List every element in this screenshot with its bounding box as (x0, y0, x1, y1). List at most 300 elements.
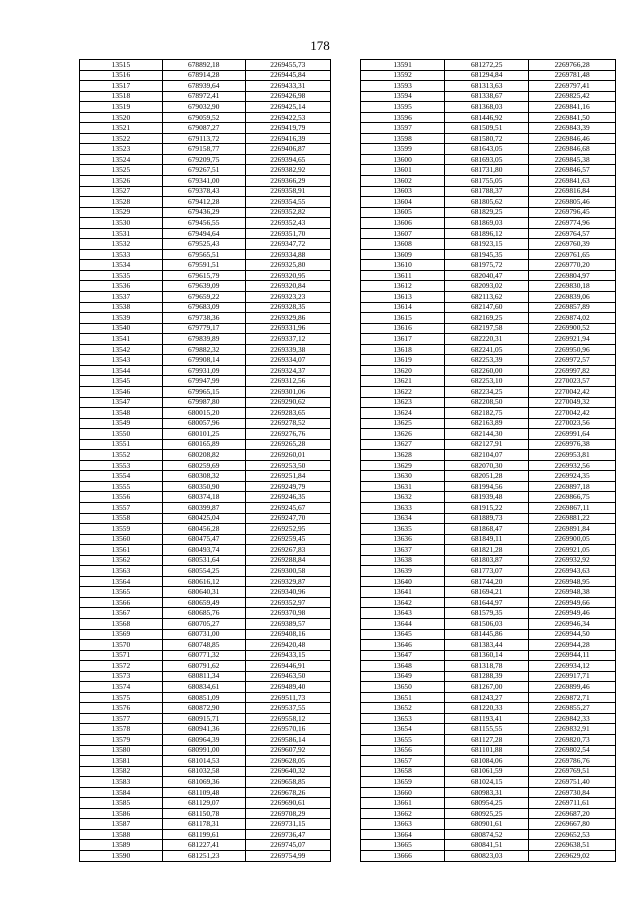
point-number-cell: 13546 (80, 386, 163, 397)
y-coordinate-cell: 2269389,57 (245, 618, 330, 629)
y-coordinate-cell: 2269422,53 (245, 112, 330, 123)
table-row (80, 851, 331, 862)
point-number-cell: 13617 (361, 334, 445, 345)
point-number-cell: 13585 (80, 798, 163, 809)
y-coordinate-cell: 2269786,76 (529, 756, 616, 767)
table-row (361, 186, 616, 197)
point-number-cell: 13570 (80, 640, 163, 651)
point-number-cell: 13639 (361, 566, 445, 577)
y-coordinate-cell: 2269329,87 (245, 576, 330, 587)
y-coordinate-cell: 2269797,41 (529, 81, 616, 92)
point-number-cell: 13569 (80, 629, 163, 640)
x-coordinate-cell: 678892,18 (162, 60, 245, 71)
x-coordinate-cell: 681446,92 (445, 112, 529, 123)
table-row (80, 787, 331, 798)
point-number-cell: 13567 (80, 608, 163, 619)
point-number-cell: 13609 (361, 249, 445, 260)
point-number-cell: 13530 (80, 218, 163, 229)
table-row (361, 608, 616, 619)
y-coordinate-cell: 2270042,42 (529, 408, 616, 419)
table-row (361, 418, 616, 429)
table-row (361, 292, 616, 303)
y-coordinate-cell: 2269804,97 (529, 270, 616, 281)
x-coordinate-cell: 682163,89 (445, 418, 529, 429)
point-number-cell: 13605 (361, 207, 445, 218)
point-number-cell: 13571 (80, 650, 163, 661)
point-number-cell: 13634 (361, 513, 445, 524)
point-number-cell: 13539 (80, 313, 163, 324)
y-coordinate-cell: 2269900,05 (529, 534, 616, 545)
table-row (80, 713, 331, 724)
table-row (361, 355, 616, 366)
x-coordinate-cell: 680057,96 (162, 418, 245, 429)
y-coordinate-cell: 2269351,70 (245, 228, 330, 239)
x-coordinate-cell: 681915,22 (445, 502, 529, 513)
x-coordinate-cell: 681014,53 (162, 756, 245, 767)
point-number-cell: 13653 (361, 713, 445, 724)
x-coordinate-cell: 680991,00 (162, 745, 245, 756)
table-row (361, 344, 616, 355)
point-number-cell: 13554 (80, 471, 163, 482)
table-row (80, 176, 331, 187)
x-coordinate-cell: 680456,28 (162, 524, 245, 535)
table-row (361, 228, 616, 239)
y-coordinate-cell: 2269736,47 (245, 829, 330, 840)
point-number-cell: 13592 (361, 70, 445, 81)
point-number-cell: 13563 (80, 566, 163, 577)
table-row (80, 376, 331, 387)
y-coordinate-cell: 2269900,52 (529, 323, 616, 334)
y-coordinate-cell: 2269331,96 (245, 323, 330, 334)
table-row (80, 365, 331, 376)
table-row (80, 81, 331, 92)
point-number-cell: 13518 (80, 91, 163, 102)
y-coordinate-cell: 2270023,57 (529, 376, 616, 387)
x-coordinate-cell: 680350,90 (162, 481, 245, 492)
y-coordinate-cell: 2269881,22 (529, 513, 616, 524)
point-number-cell: 13600 (361, 154, 445, 165)
x-coordinate-cell: 681227,41 (162, 840, 245, 851)
x-coordinate-cell: 679378,43 (162, 186, 245, 197)
x-coordinate-cell: 681849,11 (445, 534, 529, 545)
table-row (361, 91, 616, 102)
y-coordinate-cell: 2269711,61 (529, 798, 616, 809)
table-row (80, 460, 331, 471)
table-row (80, 323, 331, 334)
x-coordinate-cell: 680954,25 (445, 798, 529, 809)
x-coordinate-cell: 681109,48 (162, 787, 245, 798)
x-coordinate-cell: 681272,25 (445, 60, 529, 71)
y-coordinate-cell: 2269558,12 (245, 713, 330, 724)
y-coordinate-cell: 2269312,56 (245, 376, 330, 387)
point-number-cell: 13555 (80, 481, 163, 492)
point-number-cell: 13594 (361, 91, 445, 102)
y-coordinate-cell: 2269252,95 (245, 524, 330, 535)
point-number-cell: 13632 (361, 492, 445, 503)
x-coordinate-cell: 681755,05 (445, 176, 529, 187)
y-coordinate-cell: 2269586,14 (245, 735, 330, 746)
table-row (80, 344, 331, 355)
y-coordinate-cell: 2269658,85 (245, 777, 330, 788)
point-number-cell: 13578 (80, 724, 163, 735)
x-coordinate-cell: 681155,55 (445, 724, 529, 735)
y-coordinate-cell: 2269394,65 (245, 154, 330, 165)
table-row (361, 618, 616, 629)
point-number-cell: 13544 (80, 365, 163, 376)
x-coordinate-cell: 678914,28 (162, 70, 245, 81)
y-coordinate-cell: 2269774,96 (529, 218, 616, 229)
y-coordinate-cell: 2269944,50 (529, 629, 616, 640)
x-coordinate-cell: 680811,34 (162, 671, 245, 682)
x-coordinate-cell: 680705,27 (162, 618, 245, 629)
table-row (80, 703, 331, 714)
y-coordinate-cell: 2269943,63 (529, 566, 616, 577)
y-coordinate-cell: 2269949,66 (529, 597, 616, 608)
y-coordinate-cell: 2269846,68 (529, 144, 616, 155)
y-coordinate-cell: 2269300,58 (245, 566, 330, 577)
table-row (361, 798, 616, 809)
point-number-cell: 13562 (80, 555, 163, 566)
table-row (361, 197, 616, 208)
y-coordinate-cell: 2269366,29 (245, 176, 330, 187)
point-number-cell: 13622 (361, 386, 445, 397)
y-coordinate-cell: 2269730,84 (529, 787, 616, 798)
x-coordinate-cell: 682253,39 (445, 355, 529, 366)
y-coordinate-cell: 2269802,54 (529, 745, 616, 756)
x-coordinate-cell: 682234,25 (445, 386, 529, 397)
y-coordinate-cell: 2269259,45 (245, 534, 330, 545)
table-row (361, 165, 616, 176)
y-coordinate-cell: 2269781,48 (529, 70, 616, 81)
y-coordinate-cell: 2269770,20 (529, 260, 616, 271)
table-row (361, 249, 616, 260)
y-coordinate-cell: 2269997,82 (529, 365, 616, 376)
y-coordinate-cell: 2269329,86 (245, 313, 330, 324)
y-coordinate-cell: 2269825,42 (529, 91, 616, 102)
table-row (80, 439, 331, 450)
x-coordinate-cell: 679639,09 (162, 281, 245, 292)
x-coordinate-cell: 680841,51 (445, 840, 529, 851)
table-row (361, 640, 616, 651)
table-row (80, 397, 331, 408)
point-number-cell: 13624 (361, 408, 445, 419)
table-row (361, 481, 616, 492)
y-coordinate-cell: 2269745,07 (245, 840, 330, 851)
x-coordinate-cell: 681868,47 (445, 524, 529, 535)
x-coordinate-cell: 680425,04 (162, 513, 245, 524)
point-number-cell: 13556 (80, 492, 163, 503)
point-number-cell: 13618 (361, 344, 445, 355)
table-body-right (361, 60, 616, 862)
point-number-cell: 13543 (80, 355, 163, 366)
point-number-cell: 13577 (80, 713, 163, 724)
table-row (80, 618, 331, 629)
y-coordinate-cell: 2269891,84 (529, 524, 616, 535)
point-number-cell: 13516 (80, 70, 163, 81)
table-row (361, 429, 616, 440)
x-coordinate-cell: 680308,32 (162, 471, 245, 482)
point-number-cell: 13627 (361, 439, 445, 450)
table-row (361, 840, 616, 851)
x-coordinate-cell: 681368,03 (445, 102, 529, 113)
x-coordinate-cell: 681821,28 (445, 545, 529, 556)
x-coordinate-cell: 682104,07 (445, 450, 529, 461)
y-coordinate-cell: 2269972,57 (529, 355, 616, 366)
x-coordinate-cell: 682144,30 (445, 429, 529, 440)
point-number-cell: 13631 (361, 481, 445, 492)
table-row (361, 365, 616, 376)
point-number-cell: 13545 (80, 376, 163, 387)
point-number-cell: 13593 (361, 81, 445, 92)
table-row (80, 450, 331, 461)
x-coordinate-cell: 680259,69 (162, 460, 245, 471)
point-number-cell: 13658 (361, 766, 445, 777)
table-row (80, 566, 331, 577)
x-coordinate-cell: 679412,28 (162, 197, 245, 208)
x-coordinate-cell: 679565,51 (162, 249, 245, 260)
y-coordinate-cell: 2269426,98 (245, 91, 330, 102)
y-coordinate-cell: 2269932,92 (529, 555, 616, 566)
y-coordinate-cell: 2269463,50 (245, 671, 330, 682)
table-row (80, 218, 331, 229)
x-coordinate-cell: 682169,25 (445, 313, 529, 324)
x-coordinate-cell: 681243,27 (445, 692, 529, 703)
point-number-cell: 13644 (361, 618, 445, 629)
y-coordinate-cell: 2269921,94 (529, 334, 616, 345)
x-coordinate-cell: 681383,44 (445, 640, 529, 651)
table-row (361, 334, 616, 345)
y-coordinate-cell: 2269667,80 (529, 819, 616, 830)
x-coordinate-cell: 680925,25 (445, 808, 529, 819)
point-number-cell: 13625 (361, 418, 445, 429)
point-number-cell: 13526 (80, 176, 163, 187)
x-coordinate-cell: 681220,33 (445, 703, 529, 714)
table-row (361, 724, 616, 735)
y-coordinate-cell: 2269337,12 (245, 334, 330, 345)
table-row (361, 597, 616, 608)
point-number-cell: 13542 (80, 344, 163, 355)
point-number-cell: 13528 (80, 197, 163, 208)
point-number-cell: 13533 (80, 249, 163, 260)
table-row (361, 629, 616, 640)
table-row (361, 60, 616, 71)
point-number-cell: 13619 (361, 355, 445, 366)
y-coordinate-cell: 2269845,38 (529, 154, 616, 165)
page-number: 178 (310, 38, 330, 53)
x-coordinate-cell: 681805,62 (445, 197, 529, 208)
table-row (80, 735, 331, 746)
y-coordinate-cell: 2269570,16 (245, 724, 330, 735)
table-row (80, 766, 331, 777)
table-row (361, 207, 616, 218)
point-number-cell: 13650 (361, 682, 445, 693)
x-coordinate-cell: 682113,62 (445, 292, 529, 303)
point-number-cell: 13649 (361, 671, 445, 682)
table-row (80, 661, 331, 672)
table-row (361, 650, 616, 661)
point-number-cell: 13579 (80, 735, 163, 746)
y-coordinate-cell: 2270042,42 (529, 386, 616, 397)
point-number-cell: 13547 (80, 397, 163, 408)
x-coordinate-cell: 679659,22 (162, 292, 245, 303)
table-row (361, 218, 616, 229)
y-coordinate-cell: 2269340,96 (245, 587, 330, 598)
point-number-cell: 13529 (80, 207, 163, 218)
y-coordinate-cell: 2269324,37 (245, 365, 330, 376)
point-number-cell: 13517 (80, 81, 163, 92)
x-coordinate-cell: 679947,99 (162, 376, 245, 387)
y-coordinate-cell: 2269433,15 (245, 650, 330, 661)
point-number-cell: 13612 (361, 281, 445, 292)
y-coordinate-cell: 2269334,88 (245, 249, 330, 260)
x-coordinate-cell: 679779,17 (162, 323, 245, 334)
table-row (361, 682, 616, 693)
y-coordinate-cell: 2269897,18 (529, 481, 616, 492)
y-coordinate-cell: 2269839,06 (529, 292, 616, 303)
point-number-cell: 13534 (80, 260, 163, 271)
table-row (361, 745, 616, 756)
point-number-cell: 13646 (361, 640, 445, 651)
point-number-cell: 13615 (361, 313, 445, 324)
table-row (361, 302, 616, 313)
y-coordinate-cell: 2269640,32 (245, 766, 330, 777)
x-coordinate-cell: 681069,36 (162, 777, 245, 788)
y-coordinate-cell: 2269408,16 (245, 629, 330, 640)
x-coordinate-cell: 680015,20 (162, 408, 245, 419)
point-number-cell: 13635 (361, 524, 445, 535)
y-coordinate-cell: 2269638,51 (529, 840, 616, 851)
table-row (80, 471, 331, 482)
x-coordinate-cell: 680731,00 (162, 629, 245, 640)
y-coordinate-cell: 2269607,92 (245, 745, 330, 756)
x-coordinate-cell: 681360,14 (445, 650, 529, 661)
y-coordinate-cell: 2269370,98 (245, 608, 330, 619)
table-row (361, 386, 616, 397)
x-coordinate-cell: 681199,61 (162, 829, 245, 840)
x-coordinate-cell: 680941,36 (162, 724, 245, 735)
table-row (361, 239, 616, 250)
point-number-cell: 13565 (80, 587, 163, 598)
x-coordinate-cell: 682220,31 (445, 334, 529, 345)
x-coordinate-cell: 679615,79 (162, 270, 245, 281)
x-coordinate-cell: 680208,82 (162, 450, 245, 461)
y-coordinate-cell: 2269805,46 (529, 197, 616, 208)
x-coordinate-cell: 679456,55 (162, 218, 245, 229)
y-coordinate-cell: 2269769,51 (529, 766, 616, 777)
table-row (80, 481, 331, 492)
x-coordinate-cell: 680554,25 (162, 566, 245, 577)
point-number-cell: 13572 (80, 661, 163, 672)
point-number-cell: 13633 (361, 502, 445, 513)
point-number-cell: 13589 (80, 840, 163, 851)
point-number-cell: 13553 (80, 460, 163, 471)
table-row (80, 207, 331, 218)
point-number-cell: 13652 (361, 703, 445, 714)
table-row (80, 650, 331, 661)
point-number-cell: 13607 (361, 228, 445, 239)
y-coordinate-cell: 2269629,02 (529, 851, 616, 862)
point-number-cell: 13651 (361, 692, 445, 703)
table-row (361, 735, 616, 746)
table-row (80, 513, 331, 524)
table-row (80, 186, 331, 197)
y-coordinate-cell: 2269761,65 (529, 249, 616, 260)
table-row (361, 450, 616, 461)
x-coordinate-cell: 680748,85 (162, 640, 245, 651)
y-coordinate-cell: 2269857,89 (529, 302, 616, 313)
table-row (361, 260, 616, 271)
table-row (361, 766, 616, 777)
point-number-cell: 13591 (361, 60, 445, 71)
point-number-cell: 13665 (361, 840, 445, 851)
y-coordinate-cell: 2269425,14 (245, 102, 330, 113)
y-coordinate-cell: 2269842,33 (529, 713, 616, 724)
x-coordinate-cell: 681889,73 (445, 513, 529, 524)
table-row (361, 534, 616, 545)
y-coordinate-cell: 2269678,26 (245, 787, 330, 798)
y-coordinate-cell: 2269760,39 (529, 239, 616, 250)
point-number-cell: 13610 (361, 260, 445, 271)
table-row (80, 724, 331, 735)
table-row (361, 777, 616, 788)
y-coordinate-cell: 2269867,11 (529, 502, 616, 513)
table-row (80, 524, 331, 535)
x-coordinate-cell: 681579,35 (445, 608, 529, 619)
x-coordinate-cell: 681129,07 (162, 798, 245, 809)
y-coordinate-cell: 2269796,45 (529, 207, 616, 218)
point-number-cell: 13560 (80, 534, 163, 545)
point-number-cell: 13629 (361, 460, 445, 471)
x-coordinate-cell: 680101,25 (162, 429, 245, 440)
point-number-cell: 13661 (361, 798, 445, 809)
table-row (80, 292, 331, 303)
table-row (80, 133, 331, 144)
x-coordinate-cell: 681731,80 (445, 165, 529, 176)
y-coordinate-cell: 2269352,97 (245, 597, 330, 608)
y-coordinate-cell: 2269420,48 (245, 640, 330, 651)
point-number-cell: 13614 (361, 302, 445, 313)
table-row (361, 471, 616, 482)
table-row (361, 397, 616, 408)
point-number-cell: 13548 (80, 408, 163, 419)
y-coordinate-cell: 2269537,55 (245, 703, 330, 714)
table-row (361, 808, 616, 819)
y-coordinate-cell: 2269921,05 (529, 545, 616, 556)
table-row (361, 713, 616, 724)
y-coordinate-cell: 2269416,39 (245, 133, 330, 144)
point-number-cell: 13531 (80, 228, 163, 239)
x-coordinate-cell: 678939,64 (162, 81, 245, 92)
x-coordinate-cell: 681101,88 (445, 745, 529, 756)
point-number-cell: 13637 (361, 545, 445, 556)
x-coordinate-cell: 680872,90 (162, 703, 245, 714)
x-coordinate-cell: 679113,72 (162, 133, 245, 144)
x-coordinate-cell: 682093,02 (445, 281, 529, 292)
table-row (80, 534, 331, 545)
x-coordinate-cell: 681024,15 (445, 777, 529, 788)
x-coordinate-cell: 679525,43 (162, 239, 245, 250)
table-row (361, 671, 616, 682)
y-coordinate-cell: 2269260,01 (245, 450, 330, 461)
table-row (80, 91, 331, 102)
table-row (361, 281, 616, 292)
y-coordinate-cell: 2269358,91 (245, 186, 330, 197)
point-number-cell: 13655 (361, 735, 445, 746)
point-number-cell: 13527 (80, 186, 163, 197)
table-row (80, 819, 331, 830)
y-coordinate-cell: 2269328,35 (245, 302, 330, 313)
table-row (80, 671, 331, 682)
